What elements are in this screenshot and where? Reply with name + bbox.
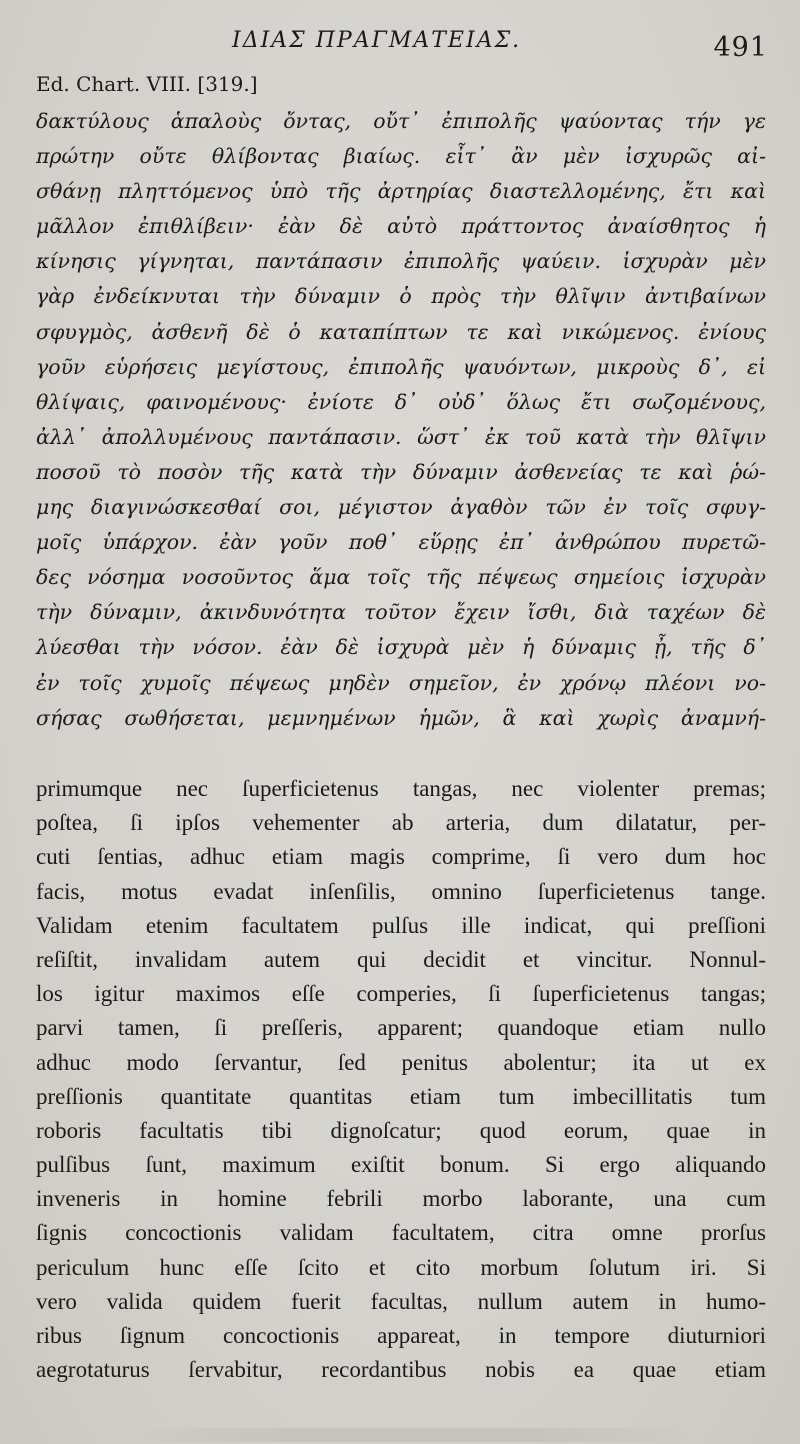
greek-text-line: πρώτην οὔτε θλίβοντας βιαίως. εἶτ᾽ ἂν μὲν ἰσχυρῶς αἰ- — [36, 144, 766, 169]
greek-text-line: μοῖς ὑπάρχον. ἐὰν γοῦν ποθ᾽ εὕρῃς ἐπ᾽ ἀνθρώπου πυρετῶ- — [36, 530, 766, 555]
latin-text-line: periculum hunc eſſe ſcito et cito morbum ſolutum iri. Si — [36, 1254, 766, 1280]
greek-text-line: ἐν τοῖς χυμοῖς πέψεως μηδὲν σημεῖον, ἐν χρόνῳ πλέονι νο- — [36, 670, 766, 695]
greek-text-line: ἀλλ᾽ ἀπολλυμένους παντάπασιν. ὥστ᾽ ἐκ τοῦ κατὰ τὴν θλῖψιν — [36, 424, 766, 449]
latin-text-line: preſſionis quantitate quantitas etiam tum imbecillitatis tum — [36, 1083, 766, 1109]
greek-text-line: μᾶλλον ἐπιθλίβειν· ἐὰν δὲ αὐτὸ πράττοντος ἀναίσθητος ἡ — [36, 214, 766, 239]
latin-text-line: inveneris in homine febrili morbo laborante, una cum — [36, 1186, 766, 1212]
greek-text-line: σήσας σωθήσεται, μεμνημένων ἡμῶν, ἃ καὶ χωρὶς ἀναμνή- — [36, 705, 766, 730]
latin-text-line: facis, motus evadat inſenſilis, omnino ſuperficietenus tange. — [36, 878, 766, 904]
latin-text-line: ſignis concoctionis validam facultatem, citra omne prorſus — [36, 1220, 766, 1246]
latin-text-line: los igitur maximos eſſe comperies, ſi ſuperficietenus tangas; — [36, 981, 766, 1007]
latin-text-line: poſtea, ſi ipſos vehementer ab arteria, dum dilatatur, per- — [36, 810, 766, 836]
running-head — [0, 28, 800, 64]
greek-text-line: γὰρ ἐνδείκνυται τὴν δύναμιν ὁ πρὸς τὴν θλῖψιν ἀντιβαίνων — [36, 284, 766, 309]
latin-text-line: ribus ſignum concoctionis appareat, in tempore diuturniori — [36, 1323, 766, 1348]
greek-text-line: μης διαγινώσκεσθαί σοι, μέγιστον ἀγαθὸν τῶν ἐν τοῖς σφυγ- — [36, 495, 766, 520]
latin-text-block — [36, 772, 766, 1387]
latin-text-line: Validam etenim facultatem pulſus ille indicat, qui preſſioni — [36, 912, 766, 938]
greek-text-line: τὴν δύναμιν, ἀκινδυνότητα τοῦτον ἔχειν ἴσθι, διὰ ταχέων δὲ — [36, 600, 766, 625]
latin-text-line: primumque nec ſuperficietenus tangas, nec violenter premas; — [36, 776, 766, 801]
latin-text-line: vero valida quidem fuerit facultas, nullum autem in humo- — [36, 1288, 766, 1314]
latin-text-line: adhuc modo ſervantur, ſed penitus abolentur; ita ut ex — [36, 1049, 766, 1075]
greek-text-block — [36, 104, 766, 736]
greek-text-line: ποσοῦ τὸ ποσὸν τῆς κατὰ τὴν δύναμιν ἀσθενείας τε καὶ ῥώ- — [36, 459, 766, 484]
greek-text-line: σθάνῃ πληττόμενος ὑπὸ τῆς ἀρτηρίας διαστελλομένης, ἔτι καὶ — [36, 179, 766, 204]
latin-text-line: cuti ſentias, adhuc etiam magis comprime, ſi vero dum hoc — [36, 844, 766, 870]
page-number: 491 — [713, 32, 768, 63]
greek-text-line: λύεσθαι τὴν νόσον. ἐὰν δὲ ἰσχυρὰ μὲν ἡ δύναμις ᾖ, τῆς δ᾽ — [36, 635, 766, 660]
latin-text-line: reſiſtit, invalidam autem qui decidit et vincitur. Nonnul- — [36, 946, 766, 972]
greek-text-line: δες νόσημα νοσοῦντος ἅμα τοῖς τῆς πέψεως σημείοις ἰσχυρὰν — [36, 565, 766, 590]
latin-text-line: pulſibus ſunt, maximum exiſtit bonum. Si ergo aliquando — [36, 1152, 766, 1178]
greek-text-line: σφυγμὸς, ἀσθενῆ δὲ ὁ καταπίπτων τε καὶ νικώμενος. ἐνίους — [36, 319, 766, 344]
greek-text-line: δακτύλους ἁπαλοὺς ὄντας, οὔτ᾽ ἐπιπολῆς ψαύοντας τήν γε — [36, 109, 766, 133]
greek-text-line: θλίψαις, φαινομένους· ἐνίοτε δ᾽ οὐδ᾽ ὅλως ἔτι σωζομένους, — [36, 389, 766, 414]
greek-text-line: γοῦν εὑρήσεις μεγίστους, ἐπιπολῆς ψαυόντων, μικροὺς δ᾽, εἰ — [36, 354, 766, 379]
latin-text-line: parvi tamen, ſi preſſeris, apparent; quandoque etiam nullo — [36, 1015, 766, 1041]
latin-text-line: aegrotaturus ſervabitur, recordantibus nobis ea quae etiam — [36, 1357, 766, 1383]
running-title: ΙΔΙΑΣ ΠΡΑΓΜΑΤΕΙΑΣ. — [232, 28, 522, 53]
latin-text-line: roboris facultatis tibi dignoſcatur; quod eorum, quae in — [36, 1117, 766, 1143]
greek-text-line: κίνησις γίγνηται, παντάπασιν ἐπιπολῆς ψαύειν. ἰσχυρὰν μὲν — [36, 249, 766, 274]
show-through-text — [130, 1428, 690, 1442]
edition-reference: Ed. Chart. VIII. [319.] — [36, 72, 258, 96]
